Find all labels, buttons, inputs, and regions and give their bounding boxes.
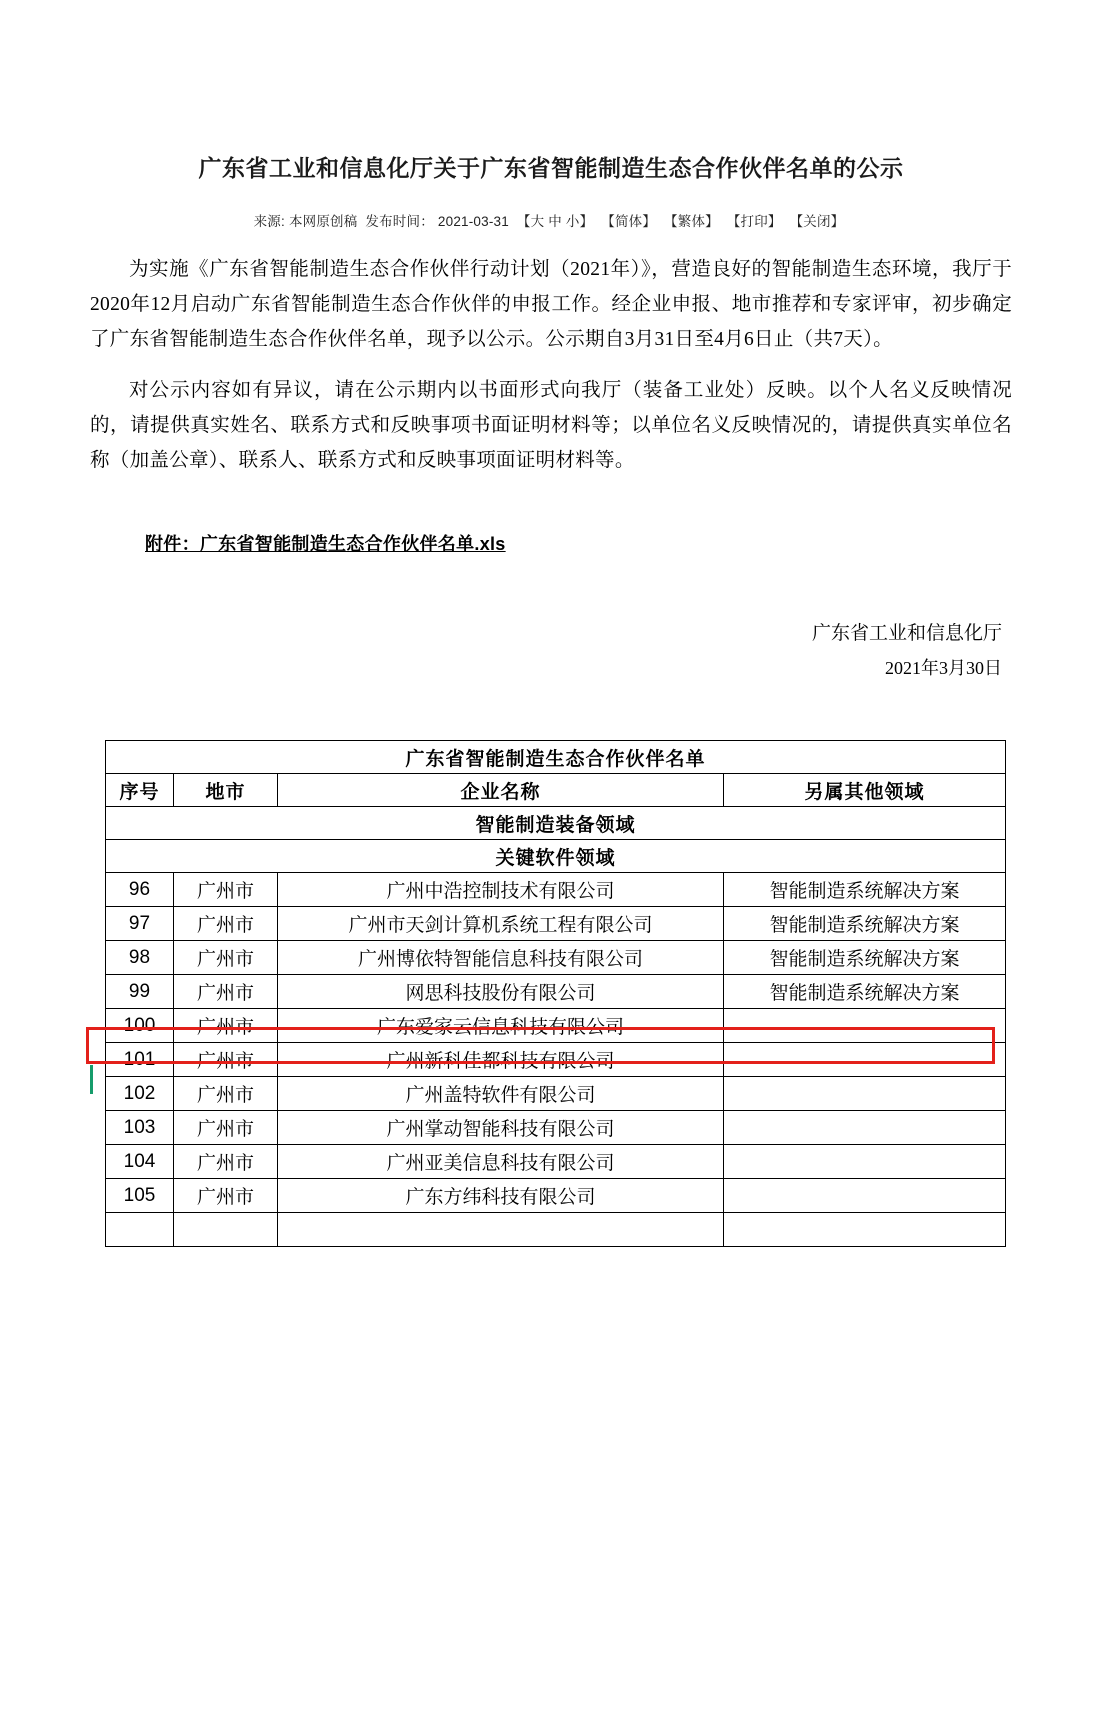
cell-no: 100 [106,1009,174,1043]
publish-date: 2021-03-31 [437,214,509,229]
table-row [106,941,1006,975]
document-page [0,150,1102,1709]
cell-no: 104 [106,1145,174,1179]
signature-org: 广东省工业和信息化厅 [811,623,1002,644]
table-row [106,1009,1006,1043]
simplified-link[interactable]: 【简体】 [601,214,657,229]
cell-company [278,1213,724,1247]
cell-city: 广州市 [174,1145,278,1179]
cell-city: 广州市 [174,907,278,941]
cell-city: 广州市 [174,1179,278,1213]
cell-no: 98 [106,941,174,975]
cell-city: 广州市 [174,873,278,907]
attachment-link[interactable]: 附件：广东省智能制造生态合作伙伴名单.xls [145,534,506,554]
cell-company: 广州亚美信息科技有限公司 [278,1145,724,1179]
table-row-partial [106,1213,1006,1247]
document-meta [90,210,1012,230]
cell-other [724,1213,1006,1247]
cell-no: 101 [106,1043,174,1077]
table-title-row [106,741,1006,774]
cell-company: 广州博依特智能信息科技有限公司 [278,941,724,975]
cell-no: 96 [106,873,174,907]
row-marker [90,1065,93,1094]
cell-other [724,1009,1006,1043]
cell-city: 广州市 [174,1009,278,1043]
partner-table-wrapper [90,740,1012,1247]
cell-company: 广东方纬科技有限公司 [278,1179,724,1213]
cell-no: 105 [106,1179,174,1213]
cell-company: 广东爱家云信息科技有限公司 [278,1009,724,1043]
cell-other [724,1145,1006,1179]
cell-other: 智能制造系统解决方案 [724,873,1006,907]
paragraph-1: 为实施《广东省智能制造生态合作伙伴行动计划（2021年）》，营造良好的智能制造生态环境，我厅于2020年12月启动广东省智能制造生态合作伙伴的申报工作。经企业申报、地市推荐和专家评审，初步确定了广东省智能制造生态合作伙伴名单，现予以公示。公示期自3月31日至4月6日止（共7天）。 [90,259,1012,350]
section-row-equipment [106,807,1006,840]
table-row [106,1179,1006,1213]
table-header-row [106,774,1006,807]
cell-no: 99 [106,975,174,1009]
table-row [106,1111,1006,1145]
table-row [106,1043,1006,1077]
cell-other [724,1111,1006,1145]
table-row-highlighted [106,975,1006,1009]
table-row [106,1145,1006,1179]
traditional-link[interactable]: 【繁体】 [664,214,719,229]
close-link[interactable]: 【关闭】 [789,214,845,229]
section-label: 智能制造装备领域 [106,807,1006,840]
cell-no [106,1213,174,1247]
table-row [106,907,1006,941]
header-city: 地市 [174,774,278,807]
page-title: 广东省工业和信息化厅关于广东省智能制造生态合作伙伴名单的公示 [198,155,904,181]
cell-other [724,1043,1006,1077]
signature-date: 2021年3月30日 [885,658,1002,678]
cell-city [174,1213,278,1247]
header-other-field: 另属其他领域 [724,774,1006,807]
cell-other: 智能制造系统解决方案 [724,941,1006,975]
cell-company: 广州掌动智能科技有限公司 [278,1111,724,1145]
source-value: 本网原创稿 [288,214,358,229]
cell-company: 广州市天剑计算机系统工程有限公司 [278,907,724,941]
cell-city: 广州市 [174,1043,278,1077]
table-row [106,1077,1006,1111]
cell-other [724,1179,1006,1213]
paragraph-2: 对公示内容如有异议，请在公示期内以书面形式向我厅（装备工业处）反映。以个人名义反映情况的，请提供真实姓名、联系方式和反映事项书面证明材料等；以单位名义反映情况的，请提供真实单位名称（加盖公章）、联系人、联系方式和反映事项面证明材料等。 [90,380,1012,471]
page-bottom-clip [0,1403,1102,1709]
cell-no: 97 [106,907,174,941]
table-title: 广东省智能制造生态合作伙伴名单 [106,741,1006,774]
cell-other: 智能制造系统解决方案 [724,975,1006,1009]
cell-city: 广州市 [174,1111,278,1145]
header-no: 序号 [106,774,174,807]
section-row-software [106,840,1006,873]
cell-city: 广州市 [174,1077,278,1111]
cell-company: 广州中浩控制技术有限公司 [278,873,724,907]
font-size-toggle[interactable]: 【大 中 小】 [516,214,594,229]
cell-other [724,1077,1006,1111]
section-label: 关键软件领域 [106,840,1006,873]
cell-no: 103 [106,1111,174,1145]
cell-other: 智能制造系统解决方案 [724,907,1006,941]
cell-company: 网思科技股份有限公司 [278,975,724,1009]
partner-table [105,740,1006,1247]
cell-city: 广州市 [174,941,278,975]
cell-company: 广州新科佳都科技有限公司 [278,1043,724,1077]
cell-company: 广州盖特软件有限公司 [278,1077,724,1111]
table-row [106,873,1006,907]
cell-no: 102 [106,1077,174,1111]
publish-label: 发布时间： [365,214,434,229]
header-company: 企业名称 [278,774,724,807]
print-link[interactable]: 【打印】 [726,214,782,229]
source-label: 来源: [253,214,285,229]
cell-city: 广州市 [174,975,278,1009]
